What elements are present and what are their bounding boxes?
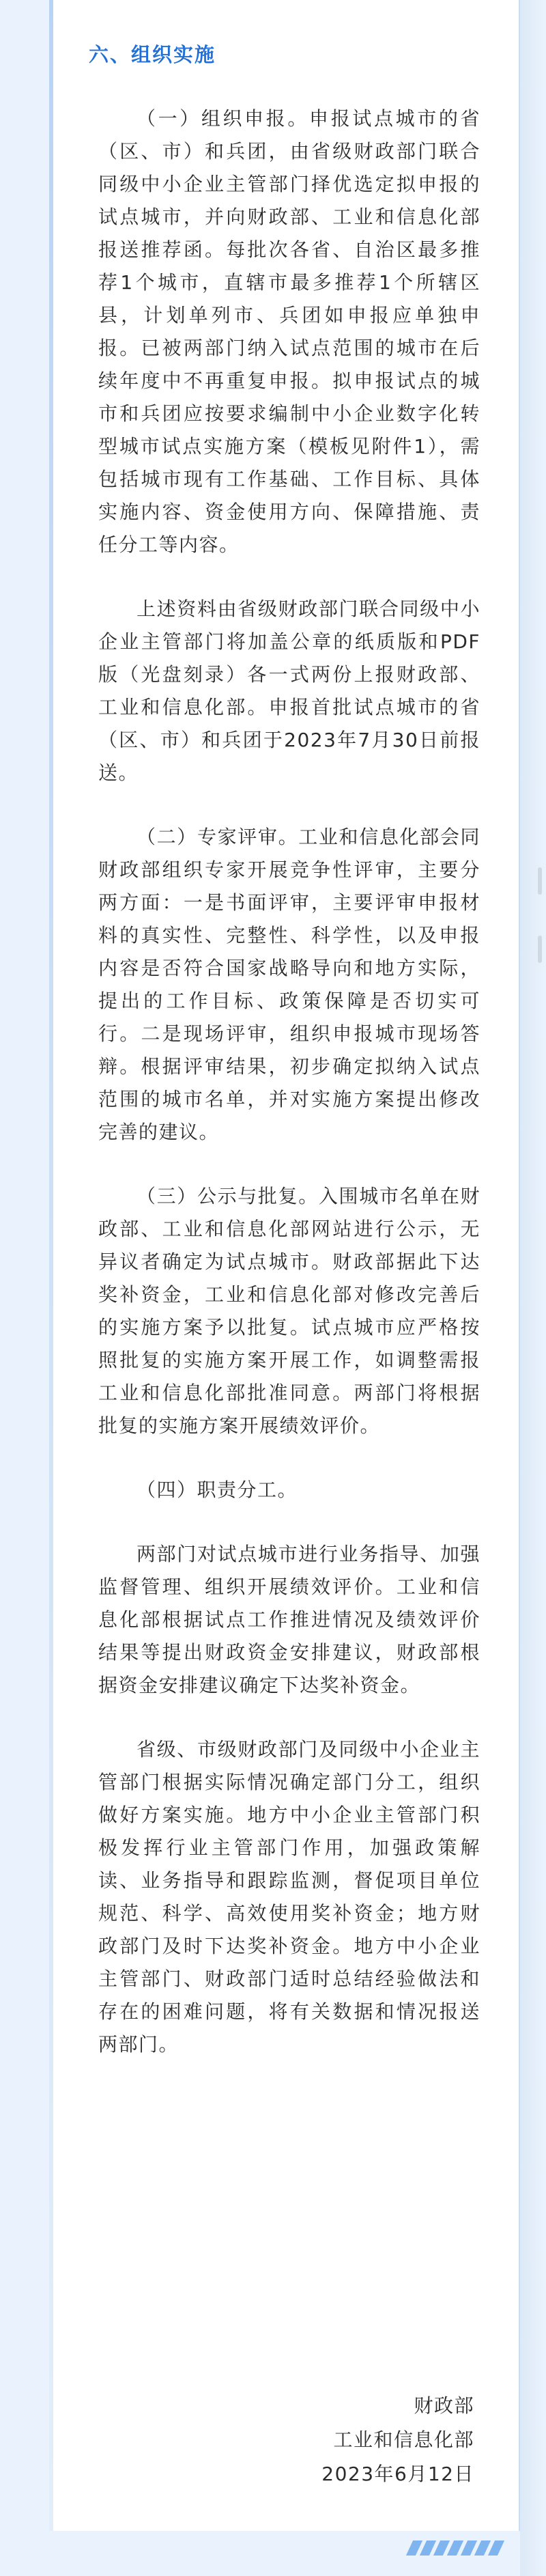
section-title: 六、组织实施 (89, 43, 216, 66)
paragraph-submission-materials: 上述资料由省级财政部门联合同级中小企业主管部门将加盖公章的纸质版和PDF版（光盘刻录）各一式两份上报财政部、工业和信息化部。申报首批试点城市的省（区、市）和兵团于2023年7月30日前报送。 (98, 598, 480, 784)
paragraph-expert-review: （二）专家评审。工业和信息化部会同财政部组织专家开展竞争性评审，主要分两方面：一是书面评审，主要评审申报材料的真实性、完整性、科学性，以及申报内容是否符合国家战略导向和地方实际，提出的工作目标、政策保障是否切实可行。二是现场评审，组织申报城市现场答辩。根据评审结果，初步确定拟纳入试点范围的城市名单，并对实施方案提出修改完善的建议。 (98, 826, 480, 1143)
paragraph-ministry-duties: 两部门对试点城市进行业务指导、加强监督管理、组织开展绩效评价。工业和信息化部根据试点工作推进情况及绩效评价结果等提出财政资金安排建议，财政部根据资金安排建议确定下达奖补资金。 (98, 1543, 480, 1696)
signature-ministry-industry: 工业和信息化部 (333, 2428, 474, 2451)
paragraph-organize-application: （一）组织申报。申报试点城市的省（区、市）和兵团，由省级财政部门联合同级中小企业主管部门择优选定拟申报的试点城市，并向财政部、工业和信息化部报送推荐函。每批次各省、自治区最多推荐1个城市，直辖市最多推荐1个所辖区县，计划单列市、兵团如申报应单独申报。已被两部门纳入试点范围的城市在后续年度中不再重复申报。拟申报试点的城市和兵团应按要求编制中小企业数字化转型城市试点实施方案（模板见附件1），需包括城市现有工作基础、工作目标、具体实施内容、资金使用方向、保障措施、责任分工等内容。 (98, 107, 480, 556)
paragraph-local-duties: 省级、市级财政部门及同级中小企业主管部门根据实际情况确定部门分工，组织做好方案实施。地方中小企业主管部门积极发挥行业主管部门作用，加强政策解读、业务指导和跟踪监测，督促项目单位规范、科学、高效使用奖补资金；地方财政部门及时下达奖补资金。地方中小企业主管部门、财政部门适时总结经验做法和存在的困难问题，将有关数据和情况报送两部门。 (98, 1738, 480, 2056)
scroll-indicator[interactable] (538, 936, 542, 963)
bottom-stripe-decoration (410, 2540, 532, 2568)
paragraph-responsibility-heading: （四）职责分工。 (136, 1479, 298, 1501)
right-edge-shadow (520, 0, 546, 2576)
signature-date: 2023年6月12日 (321, 2463, 474, 2485)
paragraph-publicity-approval: （三）公示与批复。入围城市名单在财政部、工业和信息化部网站进行公示，无异议者确定为试点城市。财政部据此下达奖补资金，工业和信息化部对修改完善后的实施方案予以批复。试点城市应严格按照批复的实施方案开展工作，如调整需报工业和信息化部批准同意。两部门将根据批复的实施方案开展绩效评价。 (98, 1185, 480, 1437)
signature-ministry-finance: 财政部 (414, 2394, 474, 2417)
signature-block (321, 2389, 474, 2491)
scroll-indicator[interactable] (538, 867, 542, 895)
left-border-decoration (49, 0, 53, 2531)
article-body (98, 102, 480, 2092)
